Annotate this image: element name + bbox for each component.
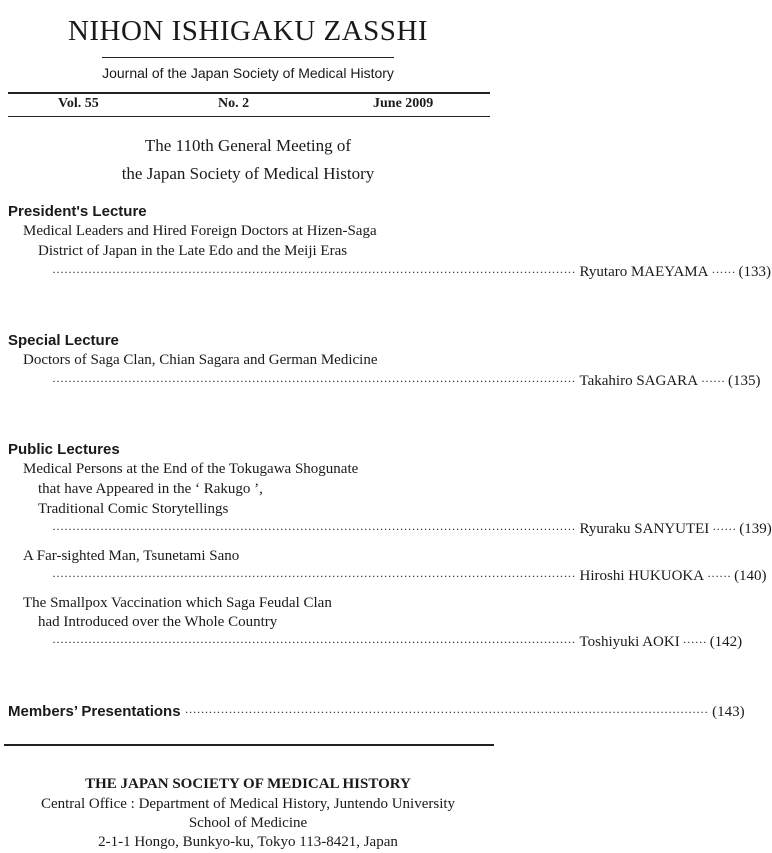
leader-dots: ···································································································································	[52, 635, 576, 649]
meeting-title-line2: the Japan Society of Medical History	[121, 164, 375, 183]
public-lecture-1-leader	[52, 520, 772, 538]
leader-dots: ···································································································································	[52, 265, 576, 279]
presidents-lecture-title-line1: Medical Leaders and Hired Foreign Doctors at Hizen-Saga	[23, 223, 377, 239]
public-lecture-2-leader	[52, 567, 767, 585]
public-lectures-heading: Public Lectures	[8, 441, 120, 458]
presidents-lecture-leader	[52, 263, 771, 281]
leader-dots: ······	[701, 374, 726, 388]
footer-divider	[4, 744, 494, 746]
public-lecture-3-leader	[52, 633, 743, 651]
issue-date: June 2009	[373, 96, 434, 111]
special-lecture-title: Doctors of Saga Clan, Chian Sagara and German Medicine	[23, 352, 378, 368]
members-presentations-entry	[8, 703, 745, 721]
public-lecture-1-title-line1: Medical Persons at the End of the Tokugawa Shogunate	[23, 461, 359, 477]
public-lecture-1-title-line2: that have Appeared in the ‘ Rakugo ’,	[38, 481, 263, 497]
journal-title: NIHON ISHIGAKU ZASSHI	[67, 15, 429, 47]
public-lecture-2-page: (140)	[734, 568, 767, 584]
special-lecture-heading: Special Lecture	[8, 332, 119, 349]
public-lecture-3-title-line1: The Smallpox Vaccination which Saga Feudal Clan	[23, 595, 332, 611]
postal-address: 2-1-1 Hongo, Bunkyo-ku, Tokyo 113-8421, Japan	[98, 834, 398, 850]
presidents-lecture-page: (133)	[738, 264, 771, 280]
public-lecture-2-title: A Far-sighted Man, Tsunetami Sano	[23, 548, 240, 564]
office-address-line2: School of Medicine	[188, 815, 308, 831]
public-lecture-1-title-line3: Traditional Comic Storytellings	[38, 501, 229, 517]
issue-rule-top	[8, 92, 490, 94]
title-divider	[102, 57, 394, 58]
public-lecture-3-author: Toshiyuki AOKI	[579, 634, 680, 650]
meeting-title-line1: The 110th General Meeting of	[144, 136, 352, 155]
leader-dots: ···································································································································	[52, 569, 576, 583]
leader-dots: ······	[707, 569, 732, 583]
society-name: THE JAPAN SOCIETY OF MEDICAL HISTORY	[85, 776, 411, 792]
special-lecture-leader	[52, 372, 761, 390]
office-address-line1: Central Office : Department of Medical History, Juntendo University	[40, 796, 456, 812]
presidents-lecture-title-line2: District of Japan in the Late Edo and the Meiji Eras	[38, 243, 348, 259]
presidents-lecture-author: Ryutaro MAEYAMA	[579, 264, 709, 280]
public-lecture-1-author: Ryuraku SANYUTEI	[579, 521, 710, 537]
volume-label: Vol. 55	[58, 96, 99, 111]
journal-subtitle: Journal of the Japan Society of Medical History	[102, 65, 394, 81]
leader-dots: ···································································································································	[52, 374, 576, 388]
presidents-lecture-heading: President's Lecture	[8, 203, 147, 220]
leader-dots: ···································································································································	[52, 522, 576, 536]
public-lecture-3-title-line2: had Introduced over the Whole Country	[38, 614, 278, 630]
leader-dots: ······	[682, 635, 707, 649]
public-lecture-2-author: Hiroshi HUKUOKA	[579, 568, 705, 584]
members-presentations-page: (143)	[712, 704, 745, 720]
issue-number: No. 2	[218, 96, 250, 111]
special-lecture-author: Takahiro SAGARA	[579, 373, 699, 389]
public-lecture-3-page: (142)	[709, 634, 743, 650]
public-lecture-1-page: (139)	[739, 521, 772, 537]
issue-rule-bottom	[8, 116, 490, 117]
members-presentations-heading: Members’ Presentations	[8, 703, 181, 720]
leader-dots: ······	[711, 265, 736, 279]
leader-dots: ······	[712, 522, 737, 536]
special-lecture-page: (135)	[728, 373, 761, 389]
leader-dots: ···································································································································	[184, 705, 709, 719]
